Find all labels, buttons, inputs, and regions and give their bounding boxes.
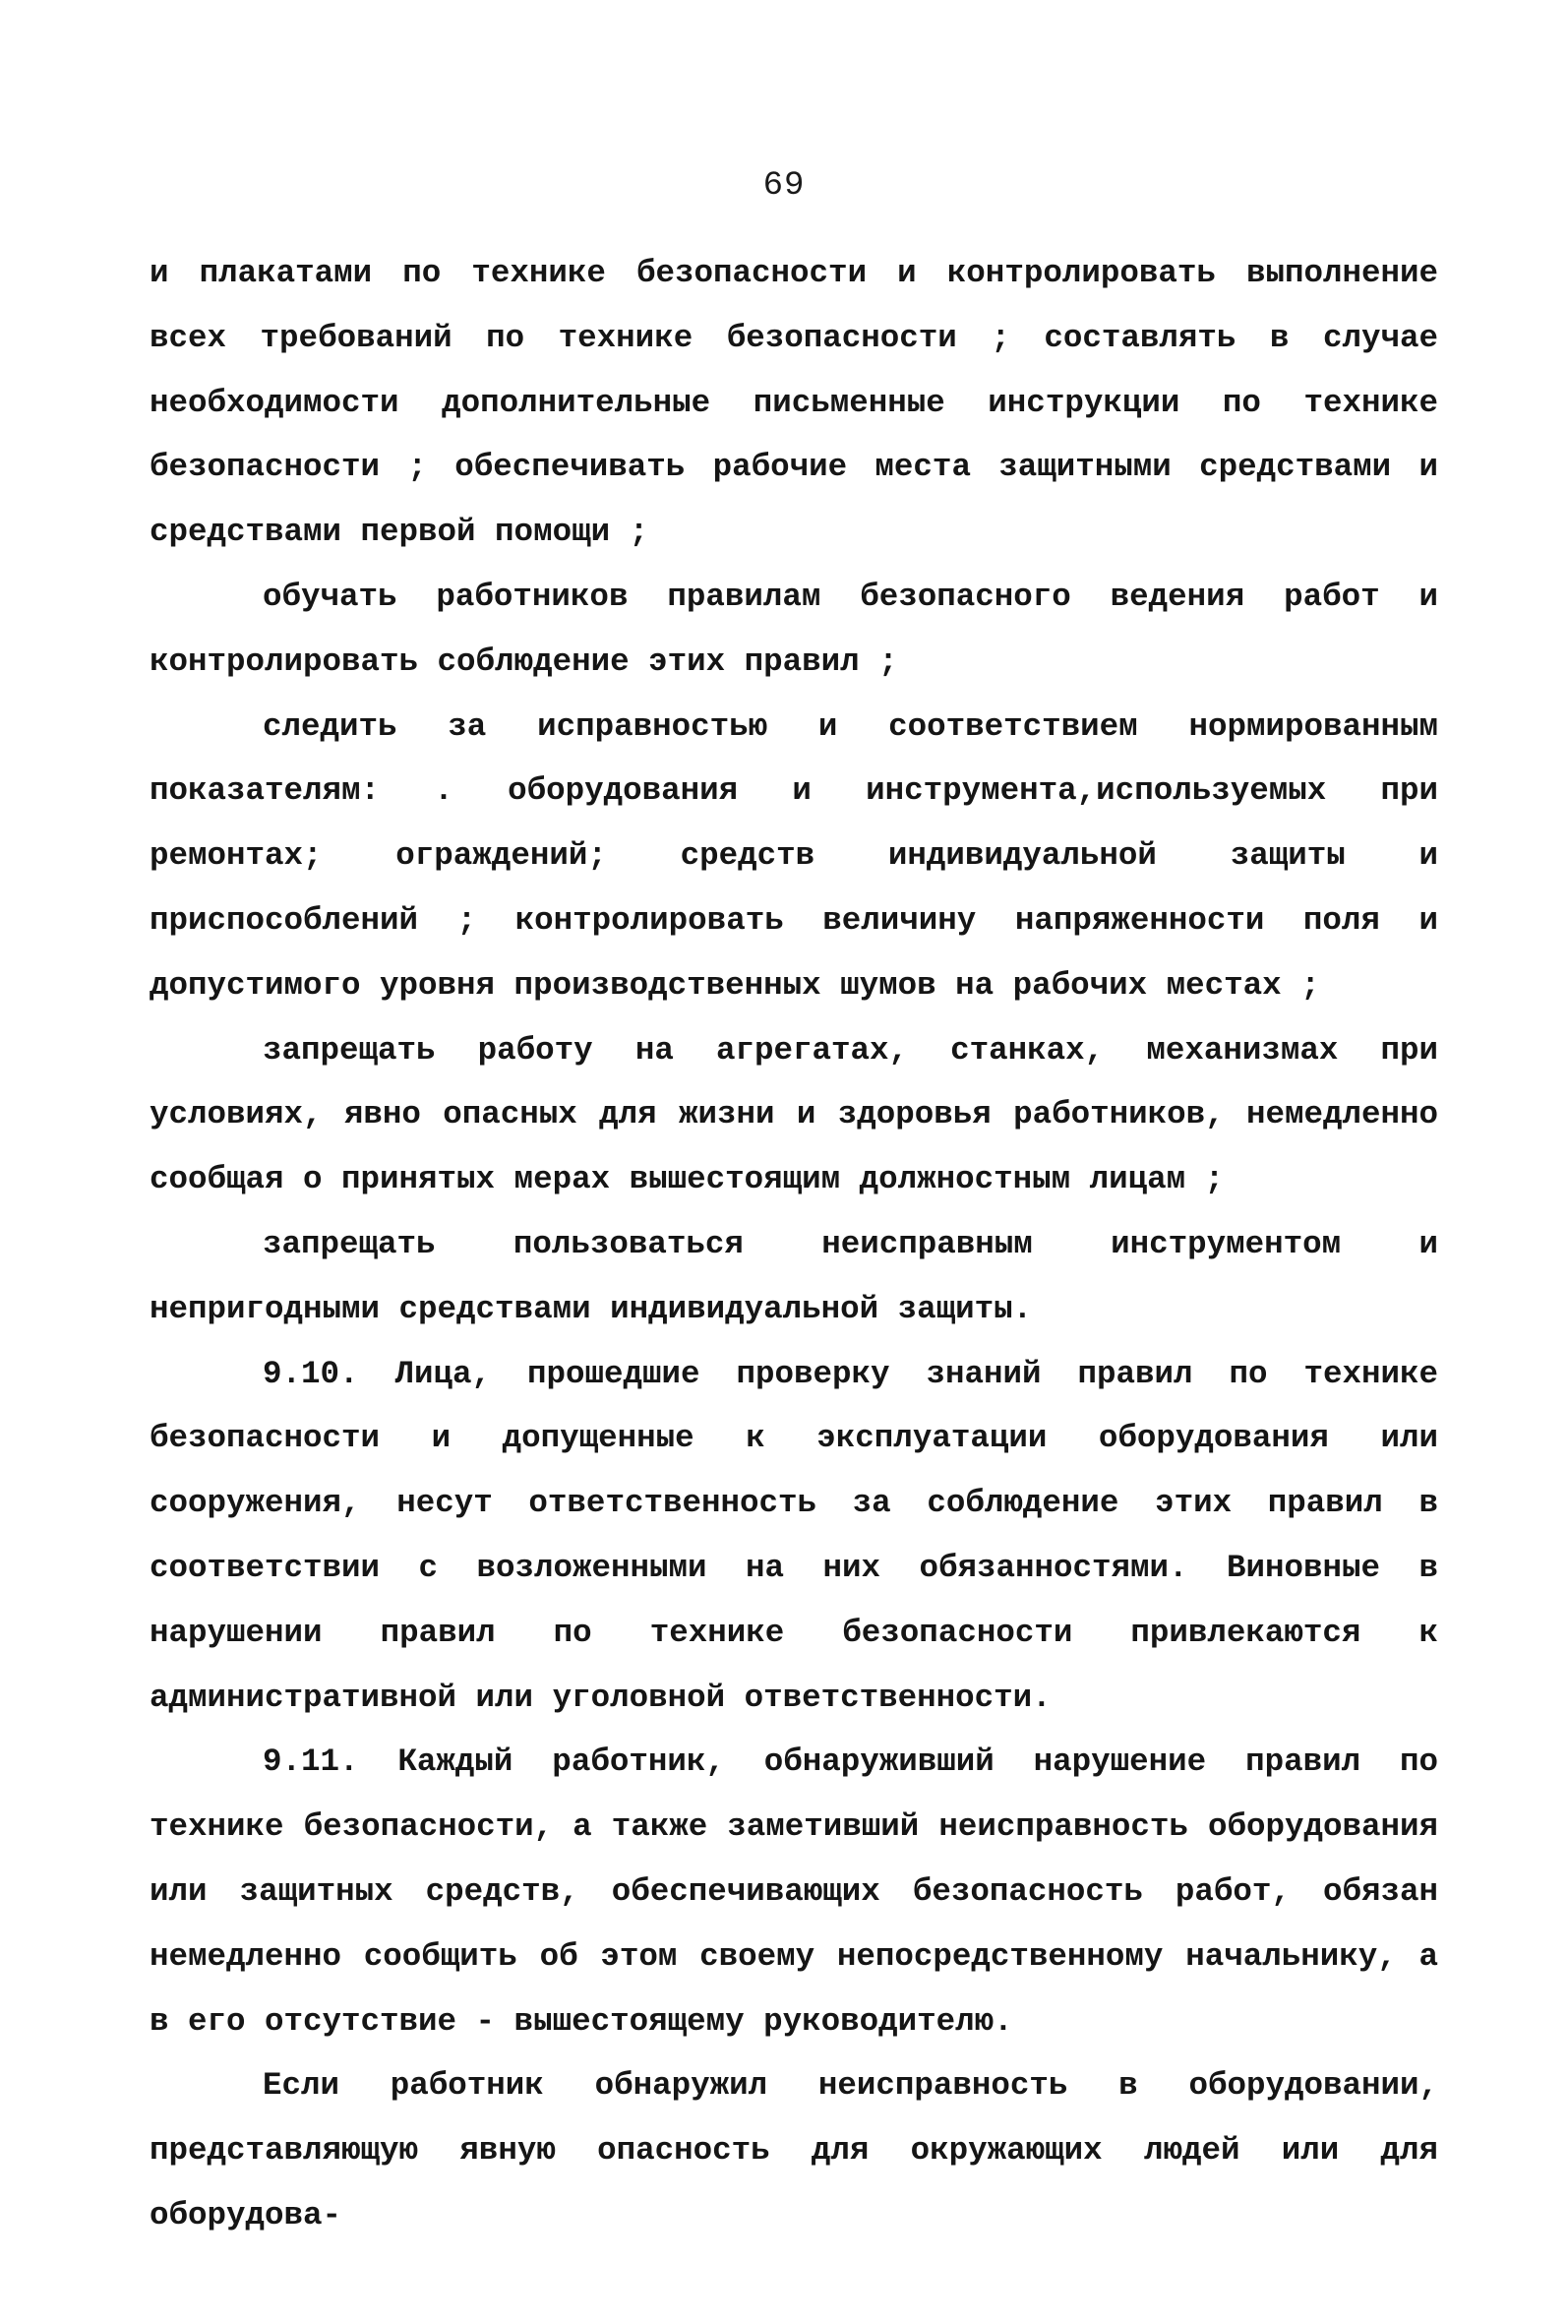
paragraph: обучать работников правилам безопасного ведения работ и контролировать соблюдение этих правил ; (150, 578, 1438, 680)
document-body (150, 241, 1438, 2248)
page-number: 69 (762, 167, 806, 205)
paragraph: Если работник обнаружил неисправность в оборудовании, представляющую явную опасность для окружающих людей или для оборудова- (150, 2067, 1438, 2233)
paragraph: запрещать пользоваться неисправным инструментом и непригодными средствами индивидуальной защиты. (150, 1225, 1438, 1327)
paragraph: следить за исправностью и соответствием нормированным показателям: . оборудования и инструмента,используемых при ремонтах; ограждений; средств индивидуальной защиты и приспособлений ; контролировать величину напряженности поля и допустимого уровня производственных шумов на рабочих местах ; (150, 707, 1438, 1004)
paragraph: и плакатами по технике безопасности и контролировать выполнение всех требований по технике безопасности ; составлять в случае необходимости дополнительные письменные инструкции по технике безопасности ; обеспечивать рабочие места защитными средствами и средствами первой помощи ; (150, 255, 1438, 551)
paragraph-section-9-10: 9.10. Лица, прошедшие проверку знаний правил по технике безопасности и допущенные к эксплуатации оборудования или сооружения, несут ответственность за соблюдение этих правил в соответствии с возложенными на них обязанностями. Виновные в нарушении правил по технике безопасности привлекаются к административной или уголовной ответственности. (150, 1355, 1438, 1716)
paragraph: запрещать работу на агрегатах, станках, механизмах при условиях, явно опасных для жизни и здоровья работников, немедленно сообщая о принятых мерах вышестоящим должностным лицам ; (150, 1031, 1438, 1198)
paragraph-section-9-11: 9.11. Каждый работник, обнаруживший нарушение правил по технике безопасности, а также заметивший неисправность оборудования или защитных средств, обеспечивающих безопасность работ, обязан немедленно сообщить об этом своему непосредственному начальнику, а в его отсутствие - вышестоящему руководителю. (150, 1743, 1438, 2040)
